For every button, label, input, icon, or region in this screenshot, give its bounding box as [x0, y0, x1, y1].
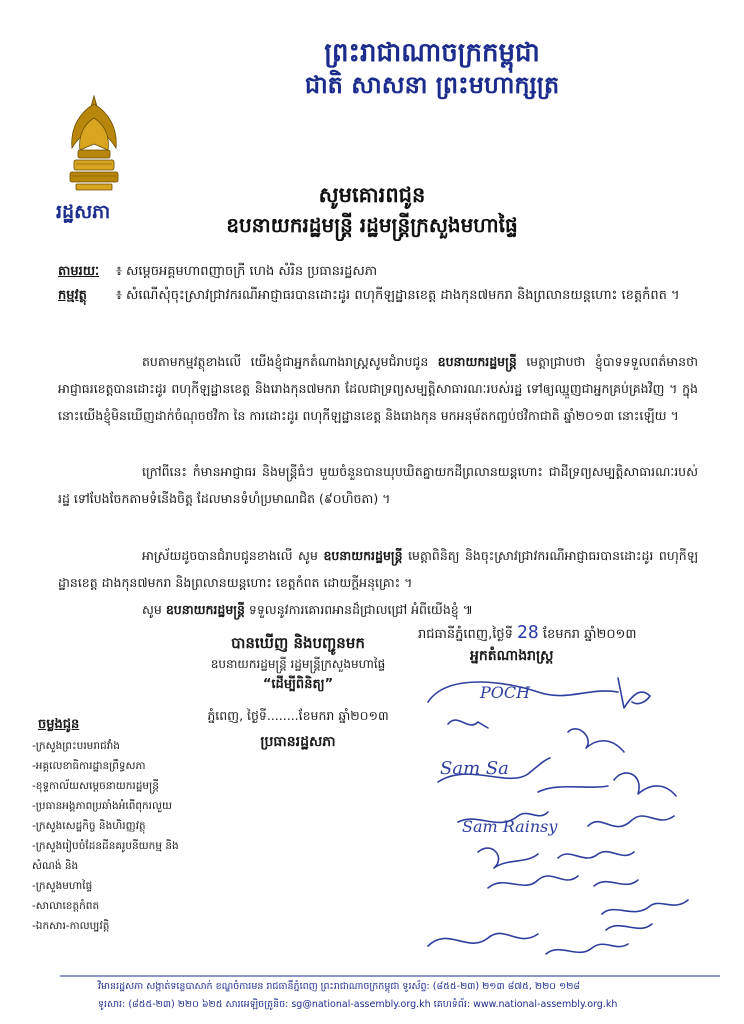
footer-divider: [60, 975, 720, 977]
signature-stroke: [428, 933, 538, 946]
p2-text: ក្រៅពីនេះ កំមានអាជ្ញាធរ និងមន្ត្រីធំៗ មួយចំនួនបានឃុបឃិតគ្នាយកដីព្រលានយន្តហោះ ជាដីទ្រព្យសម្បត្តិសាធារណៈរបស់រដ្ឋ ទៅបែងចែកតាមទំនើងចិត្ត ដែលមានទំហំប្រមាណជិត (៩០ហិចតា) ។: [58, 464, 698, 506]
through-label: តាមរយៈ: [58, 264, 100, 279]
signature-stroke: [606, 924, 652, 930]
national-motto: ជាតិ សាសនា ព្រះមហាក្សត្រ: [304, 70, 560, 99]
date-line: [418, 622, 637, 645]
p4-text-b: ទទួលនូវការគោរពអានដ៏ជ្រាលជ្រៅ អំពីយើងខ្ញុំ ៕: [248, 602, 474, 617]
closing-paragraph: [142, 596, 702, 623]
date-day: 28: [517, 622, 539, 643]
recipient-item: -ប្រធានអង្គភាពប្រឆាំងអំពើពុករលួយ: [32, 800, 173, 812]
p1-text-a: តបតាមកម្មវត្ថុខាងលើ យើងខ្ញុំជាអ្នកតំណាងរាស្ត្រសូមជំរាបជូន: [142, 354, 429, 369]
signature-stroke: [546, 944, 628, 954]
date-place: រាជធានីភ្នំពេញ,ថ្ងៃទី: [418, 627, 513, 642]
through-text: ៖ សម្ដេចអគ្គមហាពញាចក្រី ហេង សំរិន ប្រធានរដ្ឋសភា: [116, 264, 378, 279]
recipient-item: -ឯកសារ-កាលប្បវត្តិ: [32, 920, 110, 932]
body-paragraph-1: [58, 348, 698, 429]
subject-text: ៖ សំណើសុំចុះស្រាវជ្រាវករណីអាជ្ញាធរបានដោះដូរ ពហុកីឡដ្ឋានខេត្ត ដាងកុន៧មករា និងព្រលានយន្តហោះ ខេត្តកំពត ។: [116, 288, 680, 303]
representatives-label: អ្នកតំណាងរាស្ត្រ: [470, 648, 554, 664]
recipient-item: -ក្រសួងព្រះបរមរាជវាំង: [32, 740, 120, 752]
recipient-item: -ក្រសួងរៀបចំដែនដីនគរូបនីយកម្ម និង: [32, 840, 179, 852]
recipient-item: -ក្រសួងមហាផ្ទៃ: [32, 880, 93, 892]
p3-addressee: ឧបនាយករដ្ឋមន្ត្រី: [323, 548, 403, 563]
signature-stroke: [602, 900, 688, 914]
addressee: ឧបនាយករដ្ឋមន្ត្រី រដ្ឋមន្ត្រីក្រសួងមហាផ្ទៃ: [226, 213, 518, 237]
signature-name: POCH: [480, 683, 531, 702]
recipient-item: -ក្រសួងសេដ្ឋកិច្ច និងហិរញ្ញវត្ថុ: [32, 820, 146, 832]
p1-text-b: មេត្តាជ្រាបថា ខ្ញុំបាទទទួលពត៌មានថា អាជ្ញាធរខេត្តបានដោះដូរ ពហុកីឡដ្ឋានខេត្ត និងរោងកុន៧មករា ដែលជាទ្រព្យសម្បត្តិសាធារណៈរបស់រដ្ឋ ទៅឲ្យឈ្មួញជាអ្នកគ្រប់គ្រងវិញ ។ ក្នុងនោះយើងខ្ញុំមិនឃើញដាក់ចំណុចថវិកា នៃ ការដោះដូរ ពហុកីឡដ្ឋានខេត្ត និងរោងកុន មកអនុម័តកញ្ចប់ថវិកាជាតិ ឆ្នាំ២០១៣ នោះឡើយ ។: [58, 354, 698, 423]
signature-stroke: [614, 773, 676, 796]
p4-addressee: ឧបនាយករដ្ឋមន្ត្រី: [165, 602, 245, 617]
approval-seen: បានឃើញ និងបញ្ជូនមក: [231, 634, 365, 652]
recipient-item: -សាលាខេត្តកំពត: [32, 900, 100, 912]
p1-addressee: ឧបនាយករដ្ឋមន្ត្រី: [437, 354, 517, 369]
signature-stroke: [448, 720, 488, 728]
kingdom-title: ព្រះរាជាណាចក្រកម្ពុជា: [324, 38, 540, 68]
signature-name: Sam Sa: [440, 758, 509, 779]
approval-place-date: ភ្នំពេញ, ថ្ងៃទី........ខែមករា ឆ្នាំ២០១៣: [207, 708, 389, 723]
recipients-title: ចម្លងជូន: [38, 717, 80, 732]
signature-stroke: [488, 876, 578, 888]
subject-row: [58, 286, 698, 306]
footer-contacts: ទូរសារ: (៨៥៥-២៣) ២២០ ៦២៥ សារអេឡិចត្រូនិច: sg@national-assembly.org.kh គេហទំព័រ: www.national-assembly.org.kh: [98, 999, 618, 1010]
signature-stroke: [478, 848, 538, 868]
signature-stroke: [558, 852, 634, 858]
approval-signer: ប្រធានរដ្ឋសភា: [260, 734, 336, 750]
approval-forward-to: ឧបនាយករដ្ឋមន្ត្រី រដ្ឋមន្ត្រីក្រសួងមហាផ្ទៃ: [210, 657, 386, 671]
p4-text-a: សូម: [142, 602, 162, 617]
emblem-label: រដ្ឋសភា: [56, 201, 111, 223]
signature-stroke: [538, 786, 608, 792]
representative-signatures: [388, 662, 718, 992]
signature-stroke: [588, 816, 674, 827]
body-paragraph-3: [58, 542, 698, 596]
through-row: [58, 262, 377, 282]
subject-label: កម្មវត្ថុ: [58, 288, 87, 303]
recipient-item: សំណង់ និង: [32, 860, 79, 872]
p3-text-b: មេត្តាពិនិត្យ និងចុះស្រាវជ្រាវករណីអាជ្ញាធរបានដោះដូរ ពហុកីឡដ្ឋានខេត្ត ដាងកុន៧មករា និងព្រលានយន្តហោះ ខេត្តកំពត ដោយក្តីអនុគ្រោះ ។: [58, 548, 698, 590]
recipients-list: [32, 736, 212, 936]
date-month-year: ខែមករា ឆ្នាំ២០១៣: [542, 627, 637, 642]
signature-name: Sam Rainsy: [462, 817, 558, 836]
footer-address: វិមានរដ្ឋសភា សង្កាត់ទន្លេបាសាក់ ខណ្ឌចំការមន រាជធានីភ្នំពេញ ព្រះរាជាណាចក្រកម្ពុជា ទូរស័ព្ទ: (៨៥៥-២៣) ២១៣ ៨៧៥, ២២០ ១២៨: [98, 981, 581, 992]
body-paragraph-2: [58, 458, 698, 512]
recipient-item: -ខុទ្ទកាល័យសម្ដេចនាយករដ្ឋមន្ត្រី: [32, 780, 159, 792]
p3-text-a: អាស្រ័យដូចបានជំរាបជូនខាងលើ សូម: [142, 548, 318, 563]
recipient-item: -អគ្គលេខាធិការដ្ឋានព្រឹទ្ធសភា: [32, 760, 146, 772]
salutation: សូមគោរពជូន: [318, 183, 426, 207]
approval-instruction: “ដើម្បីពិនិត្យ”: [262, 677, 334, 692]
signature-stroke: [618, 678, 650, 708]
signature-stroke: [594, 880, 638, 886]
signature-stroke: [568, 729, 624, 752]
